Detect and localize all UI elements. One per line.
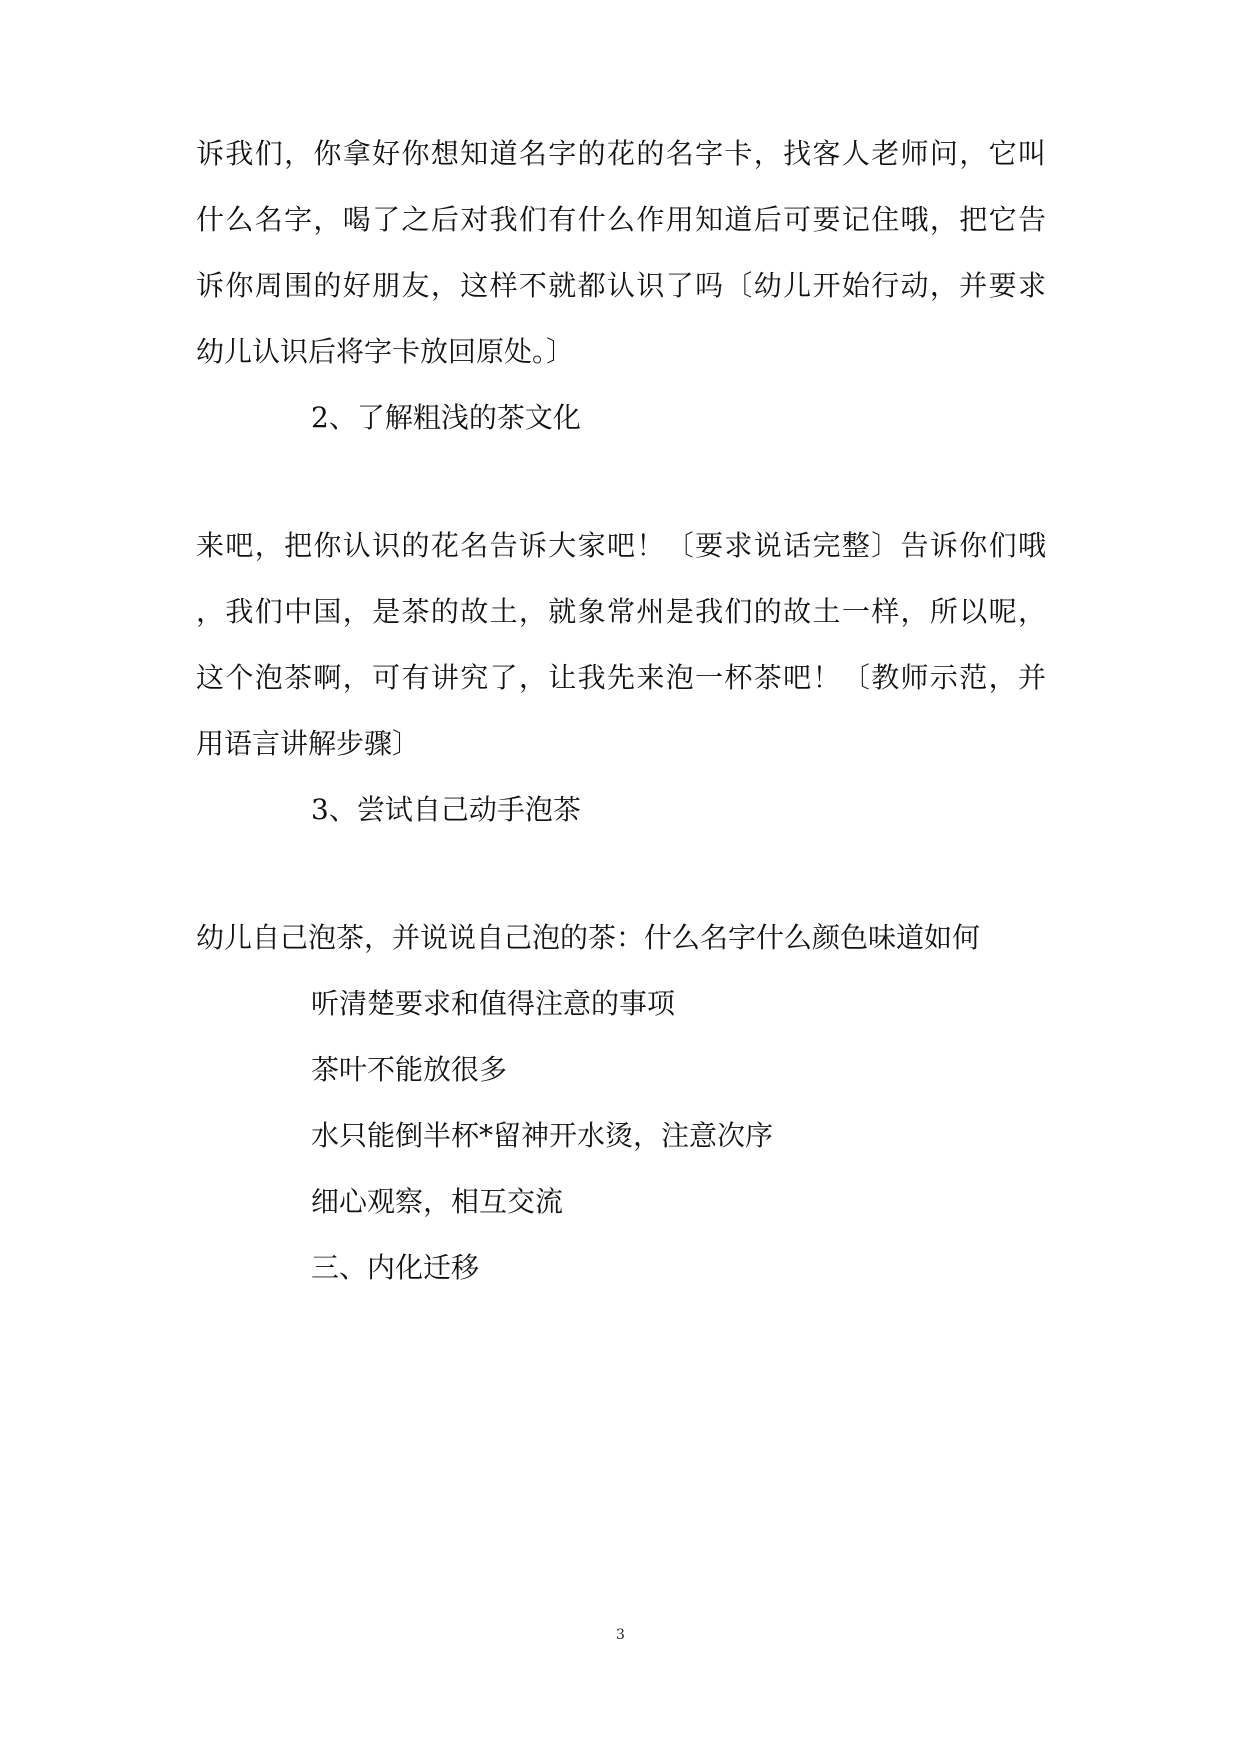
note-item: 茶叶不能放很多: [311, 1053, 508, 1086]
paragraph-line: 幼儿自己泡茶，并说说自己泡的茶：什么名字什么颜色味道如何: [196, 921, 981, 954]
note-item: 听清楚要求和值得注意的事项: [311, 987, 676, 1020]
section-heading-3-main: 三、内化迁移: [311, 1251, 480, 1284]
section-heading-3: 3、尝试自己动手泡茶: [311, 793, 581, 826]
page-number: 3: [616, 1627, 625, 1643]
paragraph-line: 诉我们，你拿好你想知道名字的花的名字卡，找客人老师问，它叫: [196, 137, 1046, 170]
note-item: 细心观察，相互交流: [311, 1185, 564, 1218]
note-item: 水只能倒半杯*留神开水烫，注意次序: [311, 1119, 774, 1152]
paragraph-line: 用语言讲解步骤〕: [196, 727, 421, 760]
paragraph-line: ，我们中国，是茶的故土，就象常州是我们的故土一样，所以呢，: [196, 595, 1046, 628]
paragraph-line: 什么名字，喝了之后对我们有什么作用知道后可要记住哦，把它告: [196, 203, 1046, 236]
section-heading-2: 2、了解粗浅的茶文化: [311, 401, 581, 434]
paragraph-line: 来吧，把你认识的花名告诉大家吧！〔要求说话完整〕告诉你们哦: [196, 529, 1046, 562]
paragraph-line: 诉你周围的好朋友，这样不就都认识了吗〔幼儿开始行动，并要求: [196, 269, 1046, 302]
paragraph-line: 幼儿认识后将字卡放回原处。〕: [196, 335, 575, 368]
paragraph-line: 这个泡茶啊，可有讲究了，让我先来泡一杯茶吧！〔教师示范，并: [196, 661, 1046, 694]
